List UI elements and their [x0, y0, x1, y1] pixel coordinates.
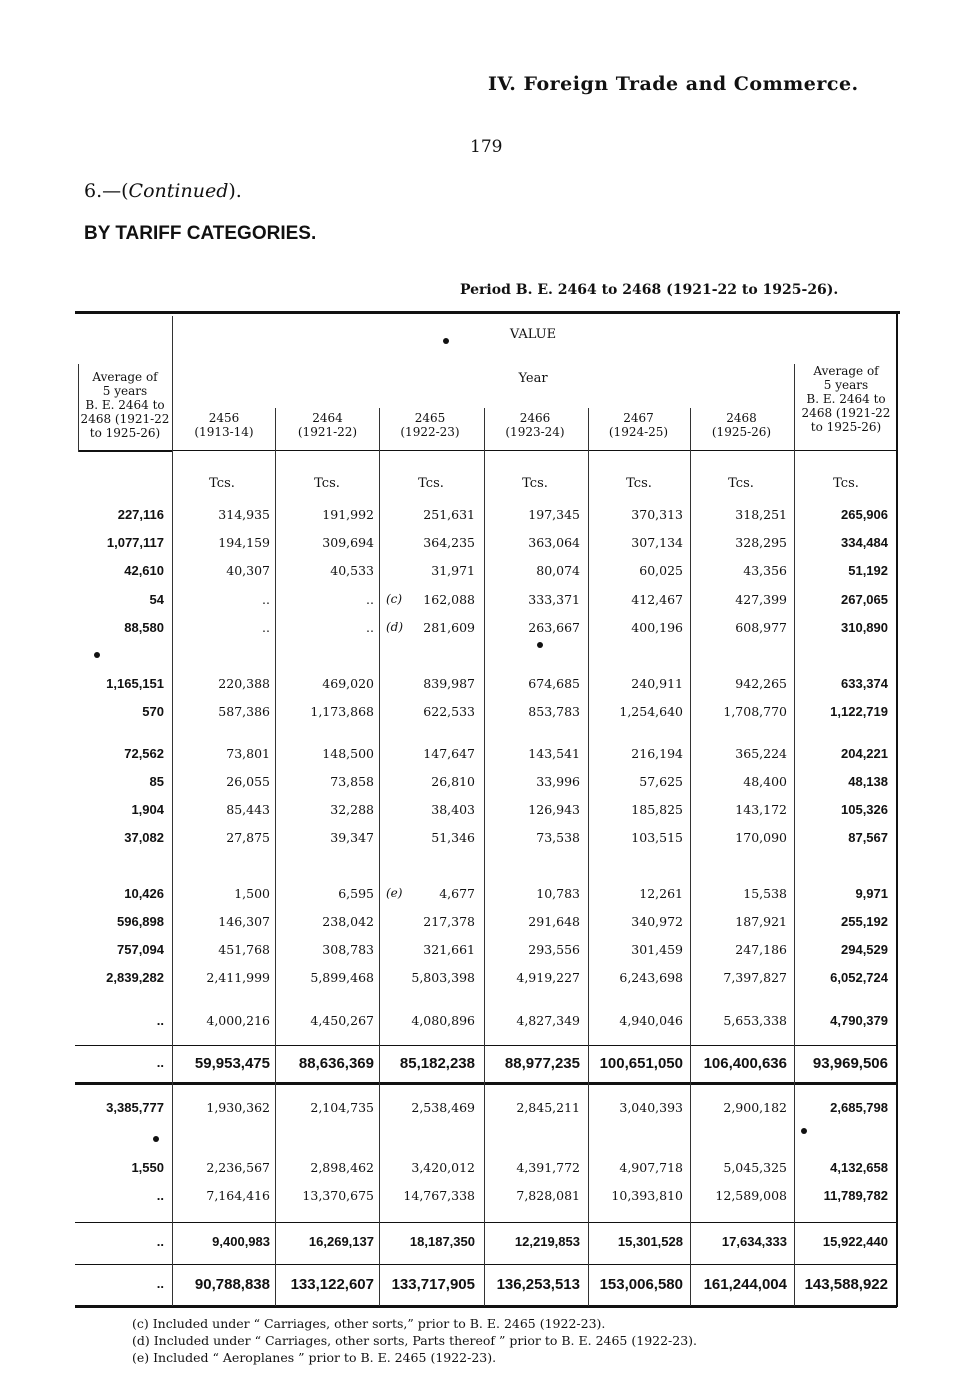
table-cell: 1,708,770 — [723, 704, 787, 719]
right-border — [896, 311, 898, 1307]
table-cell: 4,919,227 — [516, 970, 580, 985]
table-bottom-rule — [75, 1305, 897, 1308]
table-cell: 191,992 — [322, 507, 374, 522]
right-header-line: B. E. 2464 to — [806, 392, 886, 406]
table-cell: 7,828,081 — [516, 1188, 580, 1203]
table-cell: 143,541 — [528, 746, 580, 761]
left-average-value: 2,839,282 — [106, 970, 164, 985]
table-cell: 309,694 — [322, 535, 374, 550]
table-cell: 2,538,469 — [411, 1100, 475, 1115]
table-cell: 40,307 — [226, 563, 270, 578]
table-cell: 4,677 — [439, 886, 475, 901]
table-cell: .. — [262, 620, 270, 635]
table-cell: 73,801 — [226, 746, 270, 761]
footnote-c: (c) Included under “ Carriages, other sorts,” prior to B. E. 2465 (1922-23). — [132, 1316, 606, 1331]
table-cell: 318,251 — [735, 507, 787, 522]
year-column-header — [690, 411, 793, 439]
col-line — [794, 364, 795, 1306]
continued-heading — [84, 180, 242, 202]
col-line — [275, 408, 276, 1306]
table-cell: 147,647 — [423, 746, 475, 761]
table-cell: 100,651,050 — [599, 1055, 683, 1072]
table-cell: 10,783 — [536, 886, 580, 901]
table-cell: .. — [366, 592, 374, 607]
right-average-value: 51,192 — [848, 563, 888, 578]
table-cell: 400,196 — [631, 620, 683, 635]
table-cell: 220,388 — [218, 676, 270, 691]
table-cell: 2,898,462 — [310, 1160, 374, 1175]
table-cell: 39,347 — [330, 830, 374, 845]
right-average-value: 255,192 — [841, 914, 888, 929]
period-heading: Period B. E. 2464 to 2468 (1921-22 to 1925-26). — [460, 282, 839, 298]
left-average-header — [78, 370, 172, 440]
table-cell: 88,977,235 — [504, 1055, 580, 1072]
table-cell: 365,224 — [735, 746, 787, 761]
year-column-header — [588, 411, 689, 439]
year-column-header — [379, 411, 481, 439]
left-header-line: 2468 (1921-22 — [80, 412, 170, 426]
table-cell: 12,219,853 — [514, 1234, 580, 1249]
year-be: 2464 — [312, 411, 343, 425]
table-cell: 31,971 — [431, 563, 475, 578]
table-cell: 126,943 — [528, 802, 580, 817]
table-cell: 307,134 — [631, 535, 683, 550]
subtotal-2-top-rule — [75, 1222, 897, 1223]
table-cell: 2,236,567 — [206, 1160, 270, 1175]
right-average-value: 265,906 — [841, 507, 888, 522]
table-cell: 7,397,827 — [723, 970, 787, 985]
year-ce: (1922-23) — [400, 425, 460, 439]
table-cell: 197,345 — [528, 507, 580, 522]
left-header-line: B. E. 2464 to — [85, 398, 165, 412]
table-cell: 26,810 — [431, 774, 475, 789]
continued-prefix: 6.—( — [84, 180, 129, 202]
table-cell: 3,420,012 — [411, 1160, 475, 1175]
left-average-value: 1,165,151 — [106, 676, 164, 691]
year-ce: (1921-22) — [297, 425, 358, 439]
table-cell: 12,589,008 — [715, 1188, 787, 1203]
footnote-d: (d) Included under “ Carriages, other sorts, Parts thereof ” prior to B. E. 2465 (1922-23). — [132, 1333, 698, 1348]
year-ce: (1924-25) — [608, 425, 669, 439]
table-cell: 4,391,772 — [516, 1160, 580, 1175]
year-be: 2466 — [519, 411, 551, 425]
table-cell: 51,346 — [431, 830, 475, 845]
left-header-line: to 1925-26) — [89, 426, 161, 440]
table-cell: 90,788,838 — [194, 1276, 270, 1293]
table-cell: 4,080,896 — [411, 1013, 475, 1028]
table-cell: 14,767,338 — [403, 1188, 475, 1203]
left-average-value: 1,077,117 — [106, 535, 164, 550]
year-label: Year — [518, 371, 548, 386]
table-cell: 853,783 — [528, 704, 580, 719]
table-cell: 6,595 — [338, 886, 374, 901]
left-average-value: .. — [156, 1276, 164, 1291]
right-average-value: 93,969,506 — [812, 1055, 888, 1072]
units-label: Tcs. — [418, 476, 444, 491]
table-cell: 148,500 — [322, 746, 374, 761]
right-header-line: to 1925-26) — [810, 420, 882, 434]
table-cell: 333,371 — [528, 592, 580, 607]
table-cell: 4,827,349 — [516, 1013, 580, 1028]
left-average-value: 85 — [149, 774, 164, 789]
right-average-value: 11,789,782 — [823, 1188, 888, 1203]
right-average-value: 9,971 — [855, 886, 888, 901]
table-cell: 217,378 — [423, 914, 475, 929]
left-average-value: 757,094 — [117, 942, 164, 957]
left-average-value: 227,116 — [117, 507, 164, 522]
year-ce: (1923-24) — [505, 425, 565, 439]
table-cell: 106,400,636 — [703, 1055, 787, 1072]
continued-word: Continued — [128, 180, 229, 202]
footnote-marker: (d) — [386, 620, 404, 634]
right-average-value: 2,685,798 — [830, 1100, 888, 1115]
table-cell: 263,667 — [528, 620, 580, 635]
right-average-value: 294,529 — [841, 942, 888, 957]
table-cell: 942,265 — [735, 676, 787, 691]
table-cell: 88,636,369 — [298, 1055, 374, 1072]
units-label: Tcs. — [728, 476, 754, 491]
units-label: Tcs. — [209, 476, 235, 491]
scan-speck — [443, 338, 449, 344]
table-cell: 80,074 — [536, 563, 580, 578]
right-average-value: 87,567 — [848, 830, 888, 845]
table-cell: 2,900,182 — [723, 1100, 787, 1115]
table-cell: 308,783 — [322, 942, 374, 957]
table-cell: .. — [366, 620, 374, 635]
right-average-value: 267,065 — [841, 592, 888, 607]
left-average-value: 570 — [142, 704, 164, 719]
table-cell: 5,899,468 — [310, 970, 374, 985]
left-average-value: 596,898 — [117, 914, 164, 929]
year-ce: (1913-14) — [194, 425, 254, 439]
table-cell: 2,411,999 — [206, 970, 270, 985]
table-cell: 136,253,513 — [496, 1276, 580, 1293]
right-average-value: 4,132,658 — [830, 1160, 888, 1175]
footnote-marker: (c) — [386, 592, 403, 606]
left-average-value: .. — [156, 1234, 164, 1249]
right-average-value: 4,790,379 — [830, 1013, 888, 1028]
subtotal-1-bottom-rule — [75, 1082, 897, 1085]
table-cell: 1,254,640 — [619, 704, 683, 719]
table-cell: 48,400 — [743, 774, 787, 789]
table-cell: .. — [262, 592, 270, 607]
table-cell: 674,685 — [528, 676, 580, 691]
right-header-line: 5 years — [823, 378, 869, 392]
table-cell: 4,000,216 — [206, 1013, 270, 1028]
table-cell: 13,370,675 — [302, 1188, 374, 1203]
units-label: Tcs. — [314, 476, 340, 491]
table-cell: 2,104,735 — [310, 1100, 374, 1115]
table-cell: 1,173,868 — [310, 704, 374, 719]
left-average-value: 3,385,777 — [106, 1100, 164, 1115]
table-cell: 281,609 — [423, 620, 475, 635]
tariff-heading: BY TARIFF CATEGORIES. — [84, 223, 317, 244]
table-cell: 1,500 — [234, 886, 270, 901]
left-average-value: .. — [156, 1013, 164, 1028]
table-cell: 240,911 — [631, 676, 683, 691]
table-cell: 103,515 — [631, 830, 683, 845]
table-cell: 146,307 — [218, 914, 270, 929]
table-cell: 194,159 — [218, 535, 270, 550]
left-average-value: 54 — [149, 592, 164, 607]
right-average-value: 310,890 — [841, 620, 888, 635]
left-average-value: 10,426 — [124, 886, 164, 901]
right-average-value: 633,374 — [841, 676, 888, 691]
subtotal-1-top-rule — [75, 1045, 897, 1046]
table-cell: 26,055 — [226, 774, 270, 789]
table-cell: 10,393,810 — [611, 1188, 683, 1203]
units-label: Tcs. — [833, 476, 859, 491]
left-average-value: 1,904 — [131, 802, 164, 817]
right-header-line: Average of — [813, 364, 879, 378]
continued-suffix: ). — [228, 180, 242, 202]
table-cell: 238,042 — [322, 914, 374, 929]
table-cell: 587,386 — [218, 704, 270, 719]
table-cell: 216,194 — [631, 746, 683, 761]
table-cell: 363,064 — [528, 535, 580, 550]
table-cell: 469,020 — [322, 676, 374, 691]
table-cell: 40,533 — [330, 563, 374, 578]
left-header-line: 5 years — [102, 384, 148, 398]
table-cell: 5,653,338 — [723, 1013, 787, 1028]
year-be: 2465 — [414, 411, 446, 425]
section-title: IV. Foreign Trade and Commerce. — [488, 73, 859, 95]
year-column-header — [172, 411, 276, 439]
right-average-value: 105,326 — [841, 802, 888, 817]
table-cell: 161,244,004 — [703, 1276, 787, 1293]
table-cell: 187,921 — [735, 914, 787, 929]
table-cell: 427,399 — [735, 592, 787, 607]
table-cell: 12,261 — [639, 886, 683, 901]
header-bottom-rule — [172, 450, 897, 451]
table-cell: 370,313 — [631, 507, 683, 522]
page-number: 179 — [470, 137, 503, 157]
table-cell: 85,443 — [226, 802, 270, 817]
table-cell: 293,556 — [528, 942, 580, 957]
units-label: Tcs. — [626, 476, 652, 491]
table-cell: 622,533 — [423, 704, 475, 719]
table-cell: 4,907,718 — [619, 1160, 683, 1175]
col-line — [172, 316, 173, 1306]
year-ce: (1925-26) — [711, 425, 772, 439]
table-cell: 328,295 — [735, 535, 787, 550]
value-label: VALUE — [509, 327, 557, 342]
table-cell: 1,930,362 — [206, 1100, 270, 1115]
table-cell: 33,996 — [536, 774, 580, 789]
left-average-value: 1,550 — [131, 1160, 164, 1175]
left-average-value: 37,082 — [124, 830, 164, 845]
table-cell: 133,122,607 — [290, 1276, 374, 1293]
right-average-value: 1,122,719 — [830, 704, 888, 719]
table-cell: 57,625 — [639, 774, 683, 789]
table-cell: 73,538 — [536, 830, 580, 845]
right-average-value: 143,588,922 — [804, 1276, 888, 1293]
right-header-line: 2468 (1921-22 — [801, 406, 891, 420]
units-label: Tcs. — [522, 476, 548, 491]
table-top-rule — [75, 311, 900, 314]
table-cell: 17,634,333 — [721, 1234, 787, 1249]
table-cell: 59,953,475 — [194, 1055, 270, 1072]
table-cell: 4,450,267 — [310, 1013, 374, 1028]
year-column-header — [484, 411, 586, 439]
right-average-value: 6,052,724 — [830, 970, 888, 985]
table-cell: 143,172 — [735, 802, 787, 817]
table-cell: 321,661 — [423, 942, 475, 957]
left-average-value: 42,610 — [124, 563, 164, 578]
table-cell: 27,875 — [226, 830, 270, 845]
table-cell: 2,845,211 — [516, 1100, 580, 1115]
table-cell: 170,090 — [735, 830, 787, 845]
table-cell: 43,356 — [743, 563, 787, 578]
table-cell: 5,045,325 — [723, 1160, 787, 1175]
scan-speck — [153, 1136, 159, 1142]
table-cell: 839,987 — [423, 676, 475, 691]
right-average-value: 204,221 — [841, 746, 888, 761]
right-average-header — [796, 364, 896, 434]
scan-speck — [801, 1128, 807, 1134]
table-cell: 451,768 — [218, 942, 270, 957]
col-line — [690, 408, 691, 1306]
table-cell: 15,301,528 — [617, 1234, 683, 1249]
left-average-value: .. — [156, 1188, 164, 1203]
right-average-value: 15,922,440 — [822, 1234, 888, 1249]
table-cell: 16,269,137 — [308, 1234, 374, 1249]
table-cell: 5,803,398 — [411, 970, 475, 985]
table-cell: 608,977 — [735, 620, 787, 635]
table-cell: 162,088 — [423, 592, 475, 607]
table-cell: 185,825 — [631, 802, 683, 817]
right-average-value: 334,484 — [841, 535, 888, 550]
table-cell: 364,235 — [423, 535, 475, 550]
col-line — [379, 408, 380, 1306]
scan-speck — [94, 652, 100, 658]
table-cell: 85,182,238 — [399, 1055, 475, 1072]
table-cell: 133,717,905 — [391, 1276, 475, 1293]
left-header-line: Average of — [92, 370, 158, 384]
table-cell: 251,631 — [423, 507, 475, 522]
right-average-value: 48,138 — [848, 774, 888, 789]
table-cell: 314,935 — [218, 507, 270, 522]
year-be: 2468 — [726, 411, 757, 425]
table-cell: 73,858 — [330, 774, 374, 789]
table-cell: 247,186 — [735, 942, 787, 957]
col-line — [484, 408, 485, 1306]
table-cell: 4,940,046 — [619, 1013, 683, 1028]
footnote-marker: (e) — [386, 886, 403, 900]
year-column-header — [275, 411, 380, 439]
table-cell: 153,006,580 — [599, 1276, 683, 1293]
table-cell: 301,459 — [631, 942, 683, 957]
left-average-value: 72,562 — [124, 746, 164, 761]
left-average-value: 88,580 — [124, 620, 164, 635]
grand-total-top-rule — [75, 1264, 897, 1265]
col-line — [588, 408, 589, 1306]
table-cell: 7,164,416 — [206, 1188, 270, 1203]
table-cell: 6,243,698 — [619, 970, 683, 985]
table-cell: 18,187,350 — [409, 1234, 475, 1249]
table-cell: 60,025 — [639, 563, 683, 578]
table-cell: 3,040,393 — [619, 1100, 683, 1115]
table-cell: 340,972 — [631, 914, 683, 929]
table-cell: 15,538 — [743, 886, 787, 901]
scan-speck — [537, 642, 543, 648]
table-cell: 9,400,983 — [212, 1234, 270, 1249]
left-average-value: .. — [156, 1055, 164, 1070]
header-bottom-rule-left — [78, 450, 172, 452]
year-be: 2467 — [623, 411, 654, 425]
year-be: 2456 — [208, 411, 240, 425]
table-cell: 32,288 — [330, 802, 374, 817]
table-cell: 38,403 — [431, 802, 475, 817]
table-cell: 412,467 — [631, 592, 683, 607]
table-cell: 291,648 — [528, 914, 580, 929]
footnote-e: (e) Included “ Aeroplanes ” prior to B. E. 2465 (1922-23). — [132, 1350, 497, 1365]
